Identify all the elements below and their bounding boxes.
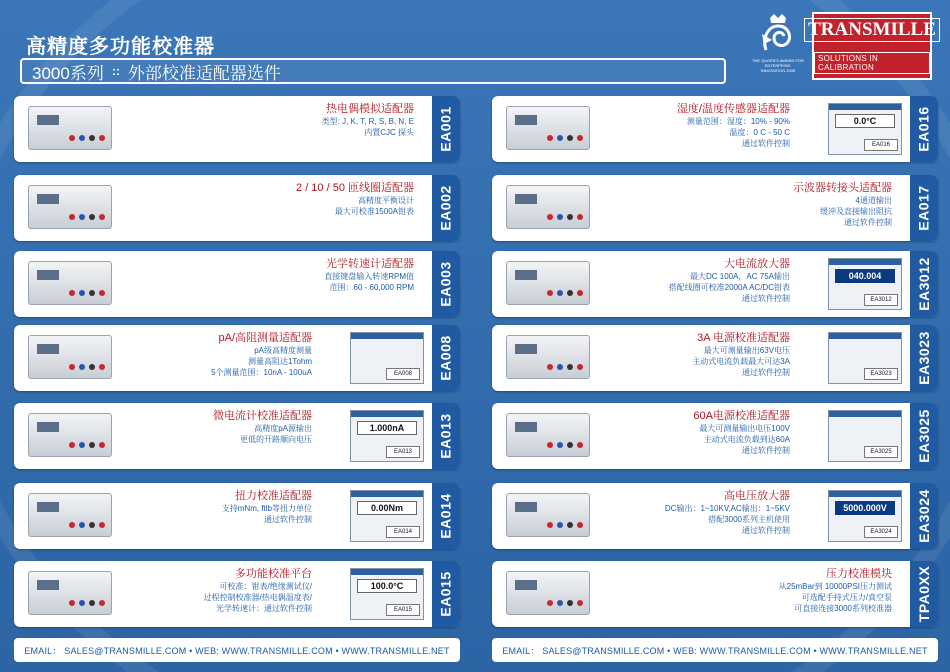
software-screenshot — [350, 568, 424, 620]
adapter-code-tab — [432, 483, 460, 549]
adapter-code-tab — [432, 561, 460, 627]
adapter-title: 大电流放大器 — [724, 258, 790, 270]
adapter-spec-line: 通过软件控制 — [742, 368, 790, 377]
software-screenshot — [828, 103, 902, 155]
adapter-spec-line: 高精度平衡设计 — [358, 196, 414, 205]
software-model-tag: EA015 — [386, 604, 420, 616]
adapter-description — [211, 331, 312, 378]
adapter-spec-line: 更低的开路顺向电压 — [240, 435, 312, 444]
adapter-code-tab — [910, 483, 938, 549]
software-titlebar — [829, 491, 901, 497]
adapter-code-tab — [432, 403, 460, 469]
adapter-title: 湿度/温度传感器适配器 — [676, 103, 790, 115]
adapter-title: 光学转速计适配器 — [326, 258, 414, 270]
software-screenshot — [828, 258, 902, 310]
adapter-spec-line: 通过软件控制 — [844, 218, 892, 227]
software-readout: 0.00Nm — [357, 501, 417, 515]
software-screenshot — [828, 490, 902, 542]
adapter-card-ea002 — [14, 175, 460, 241]
adapter-code-tab — [910, 561, 938, 627]
adapter-spec-line: 测量高阻达1Tohm — [247, 357, 312, 366]
adapter-spec-line: 通过软件控制 — [742, 139, 790, 148]
software-model-tag: EA3024 — [864, 526, 898, 538]
adapter-spec-line: 通过软件控制 — [742, 294, 790, 303]
adapter-description — [204, 567, 312, 614]
footer-contact-left: EMAIL： SALES@TRANSMILLE.COM • WEB: WWW.TRANSMILLE.COM • WWW.TRANSMILLE.NET — [14, 638, 460, 662]
software-model-tag: EA008 — [386, 368, 420, 380]
adapter-spec-line: 最大可测量输出63V电压 — [703, 346, 790, 355]
adapter-card-ea014 — [14, 483, 460, 549]
software-titlebar — [351, 491, 423, 497]
adapter-description — [222, 489, 312, 525]
adapter-spec-line: 支持mNm, ftlb等扭力单位 — [221, 504, 312, 513]
adapter-spec-line: 测量范围：湿度：10% - 90% — [686, 117, 790, 126]
adapter-code-tab — [910, 403, 938, 469]
adapter-card-ea008 — [14, 325, 460, 391]
adapter-card-tpa0xx — [492, 561, 938, 627]
series-subtitle: 外部校准适配器选件 — [127, 63, 281, 83]
software-model-tag: EA3012 — [864, 294, 898, 306]
adapter-code-tab — [910, 325, 938, 391]
adapter-spec-line: 4通道输出 — [855, 196, 892, 205]
adapter-title: pA/高阻测量适配器 — [218, 332, 312, 344]
adapter-spec-line: 直接键盘输入转速RPM值 — [324, 272, 414, 281]
adapter-spec-line: 过程控制校准器/热电偶温度表/ — [203, 593, 312, 602]
product-photo — [28, 571, 112, 615]
adapter-spec-line: 搭配线圈可校准2000A AC/DC钳表 — [668, 283, 790, 292]
adapter-spec-line: 范围：60 - 60,000 RPM — [329, 283, 414, 292]
adapter-description — [693, 409, 790, 456]
adapter-title: 扭力校准适配器 — [235, 490, 312, 502]
adapter-code-tab — [432, 325, 460, 391]
adapter-code: EA3024 — [916, 489, 932, 543]
adapter-title: 2 / 10 / 50 匝线圈适配器 — [296, 182, 414, 194]
adapter-spec-line: 主动式电流负载最大可达3A — [692, 357, 790, 366]
footer-contact-right: EMAIL： SALES@TRANSMILLE.COM • WEB: WWW.TRANSMILLE.COM • WWW.TRANSMILLE.NET — [492, 638, 938, 662]
software-screenshot — [828, 332, 902, 384]
software-screenshot — [350, 410, 424, 462]
series-banner — [20, 58, 726, 84]
software-screenshot — [828, 410, 902, 462]
adapter-code-tab — [432, 175, 460, 241]
adapter-card-ea3025 — [492, 403, 938, 469]
adapter-spec-line: pA级高精度测量 — [254, 346, 312, 355]
product-photo — [506, 261, 590, 305]
adapter-code: EA015 — [438, 571, 454, 617]
adapter-card-ea003 — [14, 251, 460, 317]
adapter-spec-line: 搭配3000系列主机使用 — [708, 515, 790, 524]
product-photo — [506, 106, 590, 150]
software-readout: 040.004 — [835, 269, 895, 283]
adapter-code-tab — [910, 175, 938, 241]
adapter-description — [296, 181, 414, 217]
brand-logo-top — [808, 12, 936, 46]
adapter-code: EA002 — [438, 185, 454, 231]
adapter-title: 高电压放大器 — [724, 490, 790, 502]
adapter-spec-line: 可直接连接3000系列校准器 — [794, 604, 892, 613]
adapter-code: EA008 — [438, 335, 454, 381]
adapter-spec-line: DC输出：1~10KV,AC输出：1~5KV — [664, 504, 790, 513]
adapter-card-ea016 — [492, 96, 938, 162]
software-titlebar — [351, 569, 423, 575]
software-readout: 5000.000V — [835, 501, 895, 515]
adapter-card-ea015 — [14, 561, 460, 627]
adapter-card-ea013 — [14, 403, 460, 469]
software-titlebar — [829, 333, 901, 339]
adapter-description — [669, 257, 790, 304]
adapter-spec-line: 光学转速计：通过软件控制 — [216, 604, 312, 613]
software-titlebar — [351, 411, 423, 417]
adapter-code: EA014 — [438, 493, 454, 539]
software-screenshot — [350, 332, 424, 384]
product-photo — [506, 335, 590, 379]
software-readout: 0.0°C — [835, 114, 895, 128]
adapter-title: 微电流计校准适配器 — [213, 410, 312, 422]
award-text: THE QUEEN'S AWARD FOR ENTERPRISE: INNOVATION 2008 — [752, 58, 804, 73]
software-model-tag: EA016 — [864, 139, 898, 151]
adapter-title: 示波器转接头适配器 — [793, 182, 892, 194]
adapter-title: 多功能校准平台 — [235, 568, 312, 580]
adapter-card-ea017 — [492, 175, 938, 241]
adapter-code: EA3023 — [916, 331, 932, 385]
adapter-spec-line: 类型: J, K, T, R, S, B, N, E — [321, 117, 414, 126]
software-screenshot — [350, 490, 424, 542]
product-photo — [28, 413, 112, 457]
queens-award-emblem — [752, 12, 804, 92]
adapter-title: 60A电源校准适配器 — [693, 410, 790, 422]
adapter-spec-line: 最大可测量输出电压100V — [699, 424, 790, 433]
product-photo — [28, 261, 112, 305]
software-model-tag: EA3025 — [864, 446, 898, 458]
brand-logo — [812, 46, 932, 80]
adapter-description — [665, 489, 790, 536]
product-photo — [506, 493, 590, 537]
adapter-title: 压力校准模块 — [826, 568, 892, 580]
adapter-description — [324, 257, 414, 293]
adapter-spec-line: 可校准：钳表/绝缘测试仪/ — [219, 582, 312, 591]
adapter-code-tab — [432, 96, 460, 162]
adapter-title: 3A 电源校准适配器 — [697, 332, 790, 344]
adapter-code: EA3025 — [916, 409, 932, 463]
adapter-description — [779, 567, 892, 614]
product-photo — [28, 335, 112, 379]
software-readout: 100.0°C — [357, 579, 417, 593]
adapter-spec-line: 最大可校准1500A钳表 — [334, 207, 414, 216]
product-photo — [28, 493, 112, 537]
adapter-spec-line: 主动式电流负载到达60A — [703, 435, 790, 444]
product-photo — [506, 413, 590, 457]
adapter-code: EA017 — [916, 185, 932, 231]
adapter-spec-line: 高精度pA源输出 — [254, 424, 312, 433]
adapter-description — [692, 331, 790, 378]
software-readout: 1.000nA — [357, 421, 417, 435]
adapter-code: EA016 — [916, 106, 932, 152]
adapter-spec-line: 可选配手持式压力/真空泵 — [801, 593, 892, 602]
adapter-code: EA003 — [438, 261, 454, 307]
adapter-code: TPA0XX — [916, 565, 932, 623]
brand-tagline: SOLUTIONS IN CALIBRATION — [814, 52, 930, 74]
adapter-spec-line: 最大DC 100A，AC 75A输出 — [689, 272, 790, 281]
product-photo — [28, 185, 112, 229]
series-separator: :: — [111, 64, 120, 78]
software-titlebar — [351, 333, 423, 339]
product-photo — [506, 185, 590, 229]
software-titlebar — [829, 411, 901, 417]
adapter-description — [677, 102, 790, 149]
adapter-card-ea3024 — [492, 483, 938, 549]
adapter-spec-line: 温度：0 C - 50 C — [729, 128, 790, 137]
adapter-spec-line: 内置CJC 探头 — [364, 128, 414, 137]
adapter-code: EA3012 — [916, 257, 932, 311]
adapter-code: EA001 — [438, 106, 454, 152]
software-model-tag: EA3023 — [864, 368, 898, 380]
adapter-description — [213, 409, 312, 445]
software-model-tag: EA013 — [386, 446, 420, 458]
adapter-spec-line: 通过软件控制 — [264, 515, 312, 524]
adapter-description — [322, 102, 414, 138]
adapter-card-ea3023 — [492, 325, 938, 391]
page-title: 高精度多功能校准器 — [26, 36, 215, 58]
product-photo — [506, 571, 590, 615]
adapter-spec-line: 缓冲及直接输出阻抗 — [820, 207, 892, 216]
adapter-code-tab — [910, 251, 938, 317]
adapter-spec-line: 通过软件控制 — [742, 446, 790, 455]
software-titlebar — [829, 104, 901, 110]
adapter-card-ea3012 — [492, 251, 938, 317]
adapter-spec-line: 通过软件控制 — [742, 526, 790, 535]
software-titlebar — [829, 259, 901, 265]
adapter-spec-line: 从25mBar到 10000PSI压力测试 — [778, 582, 892, 591]
adapter-code-tab — [910, 96, 938, 162]
adapter-code: EA013 — [438, 413, 454, 459]
adapter-description — [793, 181, 892, 228]
series-label: 3000系列 — [32, 63, 104, 83]
adapter-card-ea001 — [14, 96, 460, 162]
adapter-spec-line: 5个测量范围：10nA - 100uA — [211, 368, 312, 377]
product-photo — [28, 106, 112, 150]
brand-name: TRANSMILLE — [804, 18, 940, 42]
adapter-title: 热电偶模拟适配器 — [326, 103, 414, 115]
software-model-tag: EA014 — [386, 526, 420, 538]
adapter-code-tab — [432, 251, 460, 317]
award-crown-icon — [758, 12, 798, 58]
